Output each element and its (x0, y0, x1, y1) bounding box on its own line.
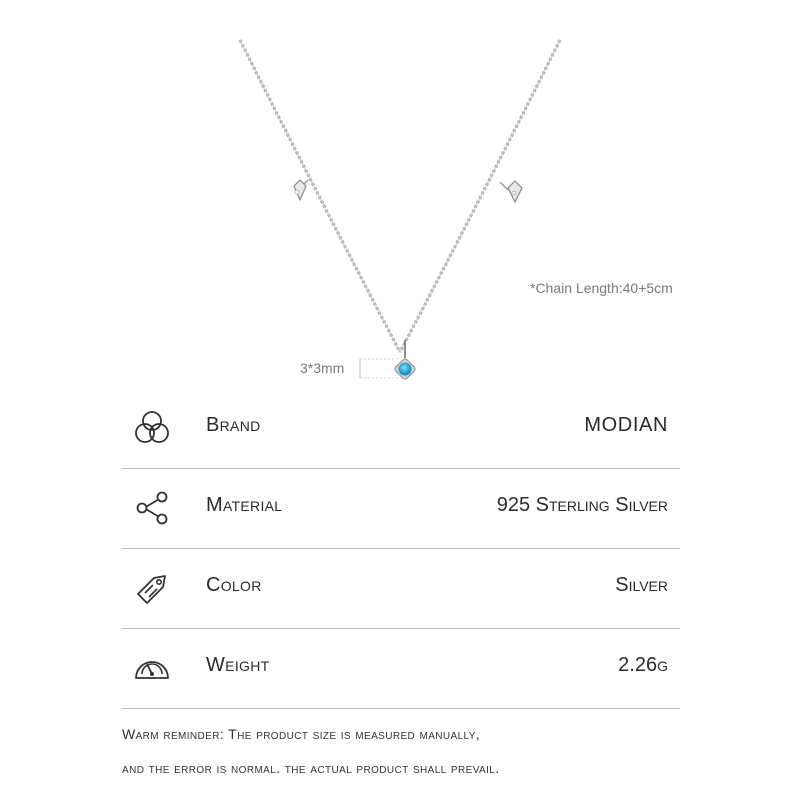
side-charm-left (294, 180, 308, 200)
spec-row-color (122, 548, 680, 629)
pendant-stone (394, 358, 417, 381)
spec-label-color: Color (206, 574, 262, 596)
size-marker (360, 359, 400, 378)
side-charm-right (500, 181, 522, 202)
share-nodes-icon (132, 488, 172, 528)
warm-reminder-line-1: Warm reminder: The product size is measured manually, (122, 726, 481, 742)
spec-row-weight (122, 628, 680, 709)
spec-row-material (122, 468, 680, 549)
chain-right (400, 40, 560, 352)
scale-gauge-icon (132, 648, 172, 688)
spec-row-brand (122, 388, 680, 469)
spec-label-weight: Weight (206, 654, 270, 676)
warm-reminder-line-2: and the error is normal. the actual product shall prevail. (122, 760, 500, 776)
spec-value-material: 925 Sterling Silver (496, 494, 668, 516)
spec-label-material: Material (206, 494, 283, 516)
stone-size-note: 3*3mm (300, 360, 345, 376)
spec-label-brand: Brand (206, 414, 261, 436)
spec-value-brand: MODIAN (584, 414, 668, 436)
price-tag-icon (132, 568, 172, 608)
three-circles-icon (132, 408, 172, 448)
chain-length-note: *Chain Length:40+5cm (530, 280, 673, 296)
chain-left (240, 40, 400, 352)
spec-value-weight: 2.26g (618, 654, 668, 676)
spec-value-color: Silver (615, 574, 668, 596)
